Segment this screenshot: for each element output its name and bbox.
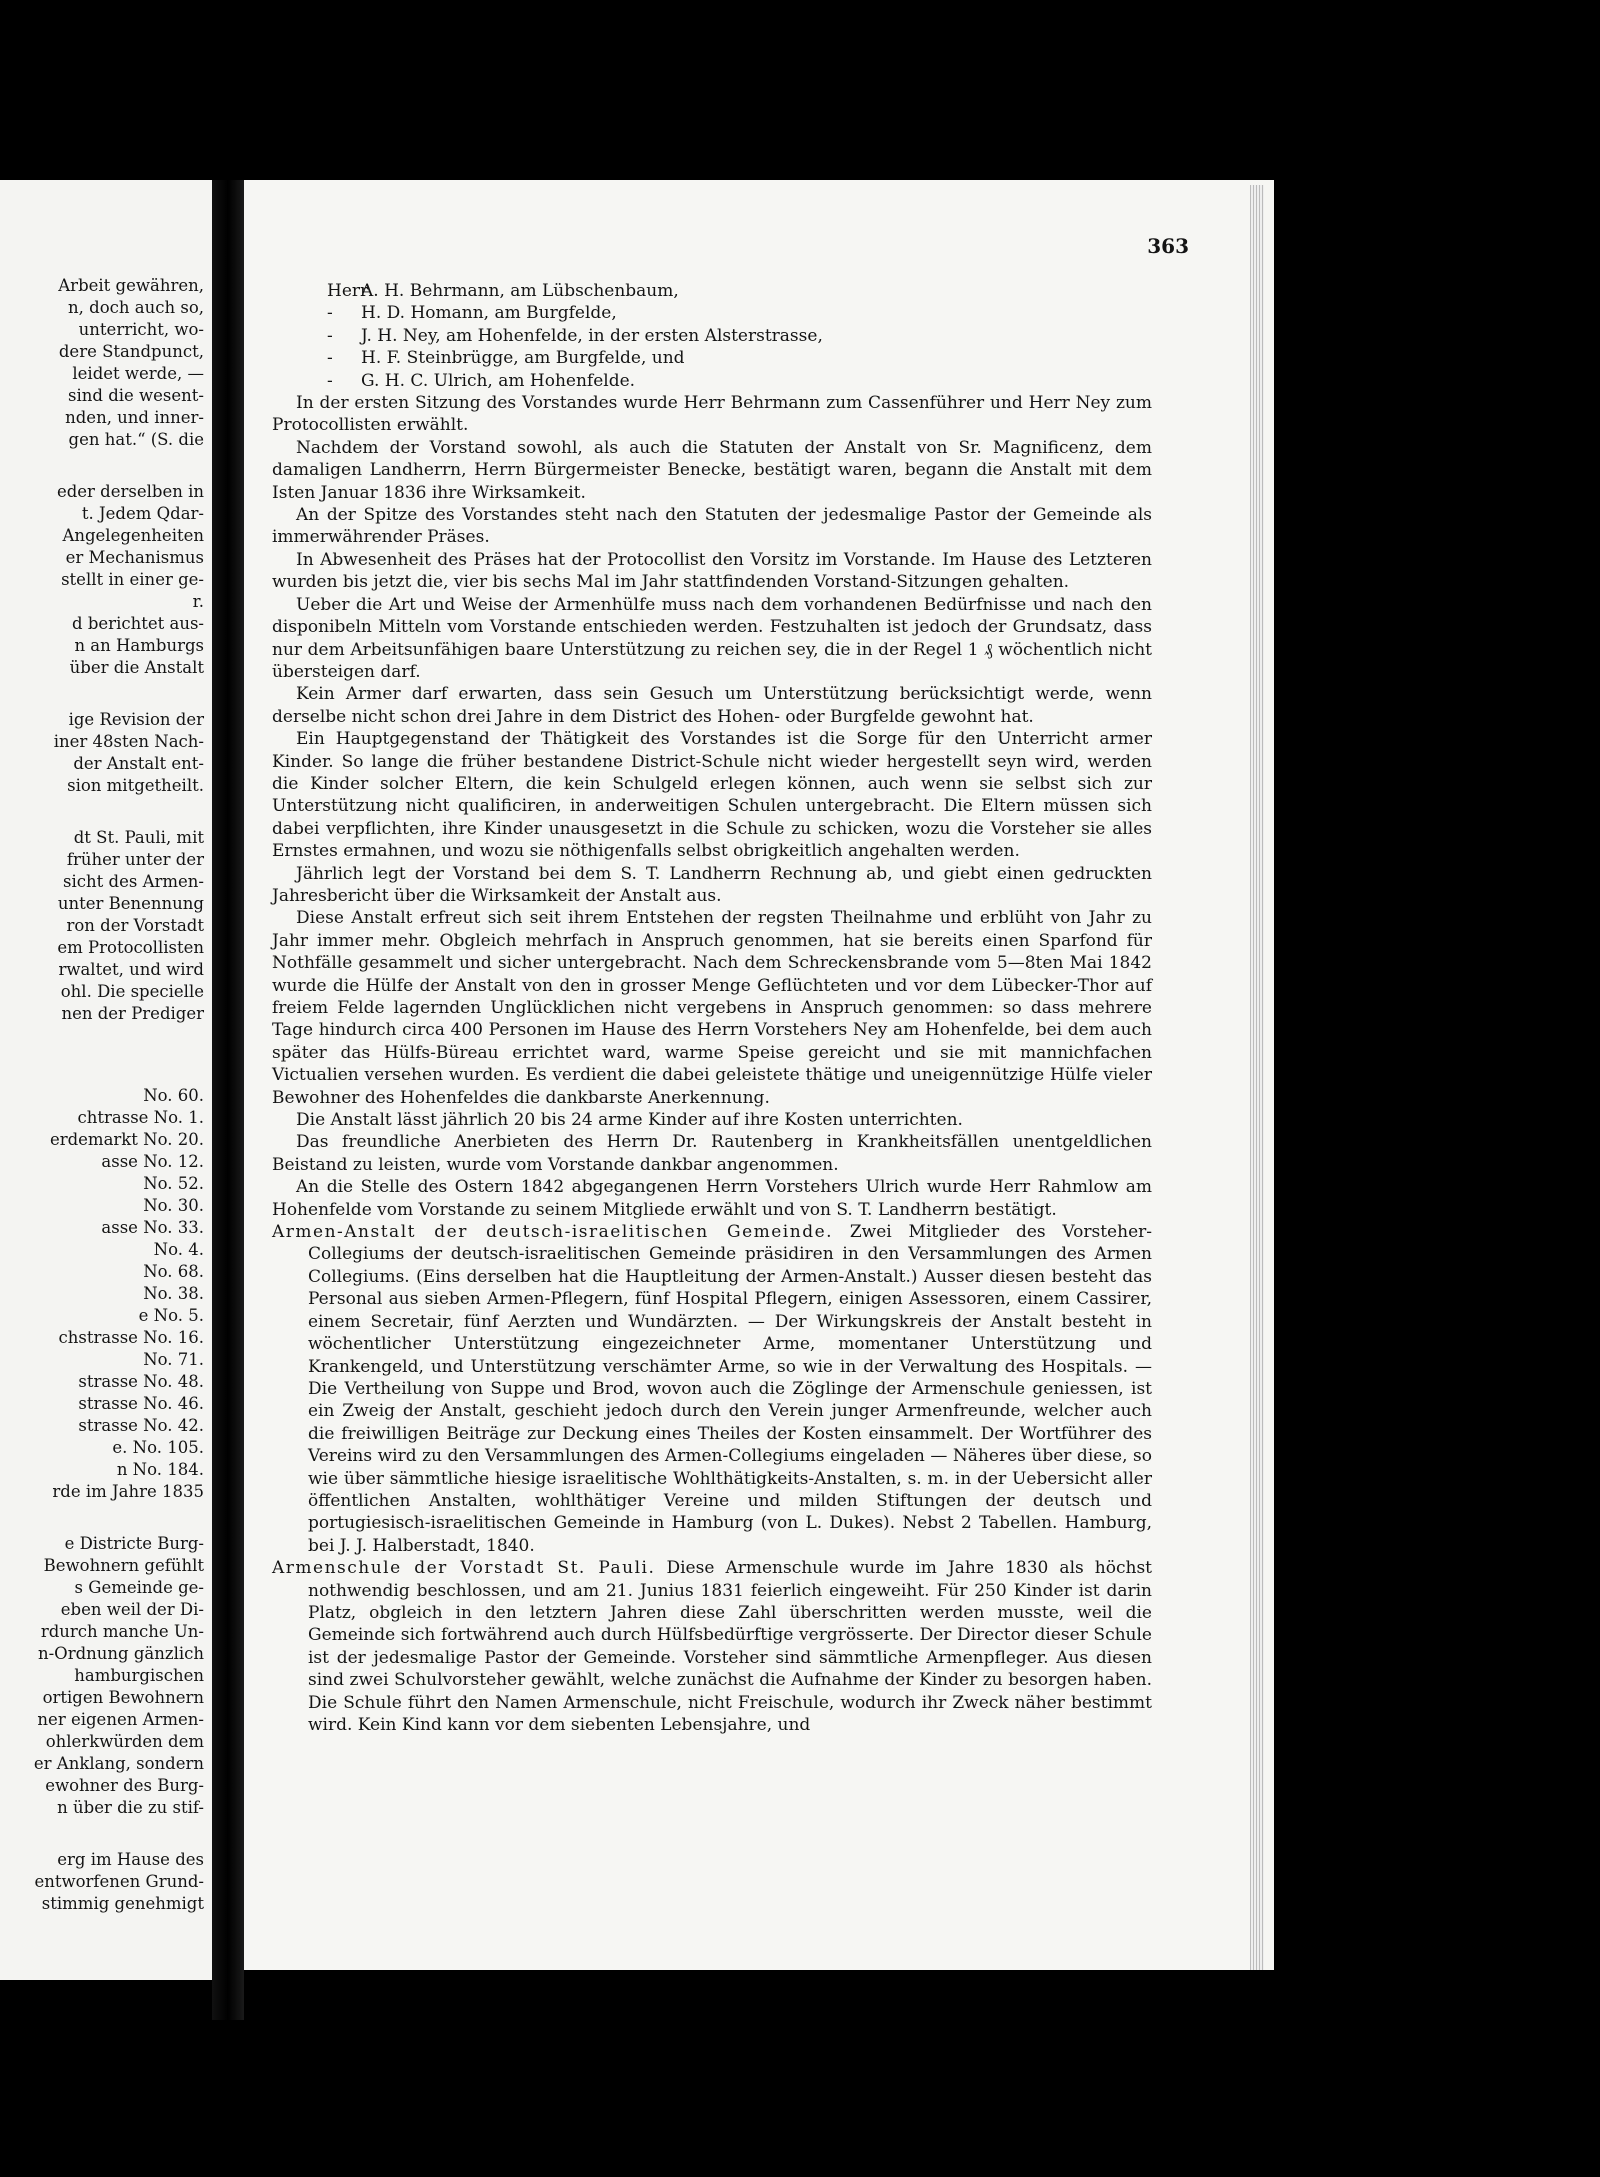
paragraph: Die Anstalt lässt jährlich 20 bis 24 arme Kinder auf ihre Kosten unterrichten. [296, 1110, 963, 1131]
left-fragment-line: rwaltet, und wird [58, 960, 204, 979]
left-fragment-line: über die Anstalt [69, 658, 204, 677]
page-body [272, 280, 1152, 1736]
left-fragment-line: asse No. 33. [101, 1218, 204, 1237]
left-fragment-line: strasse No. 48. [78, 1372, 204, 1391]
member-name: H. D. Homann, am Burgfelde, [361, 303, 617, 324]
member-list [272, 280, 1152, 392]
left-fragment-line: früher unter der [66, 850, 204, 869]
member-prefix: - [327, 303, 333, 324]
left-fragment-line [0, 1055, 212, 1085]
paragraph: Nachdem der Vorstand sowohl, als auch die Statuten der Anstalt von Sr. Magnificenz, dem damaligen Landherrn, Herrn Bürgermeister Benecke, bestätigt waren, begann die Anstalt mit dem Isten Januar 1836 ihre Wirksamkeit. [272, 437, 1152, 503]
left-fragment-line: Angelegenheiten [62, 526, 204, 545]
left-fragment-line: chtrasse No. 1. [77, 1108, 204, 1127]
left-fragment-line: r. [192, 592, 204, 611]
left-fragment-line [0, 1025, 212, 1055]
left-fragment-line: entworfenen Grund- [34, 1872, 204, 1891]
left-fragment-line [0, 679, 212, 709]
left-fragment-line: ortigen Bewohnern [42, 1688, 204, 1707]
member-name: H. F. Steinbrügge, am Burgfelde, und [361, 348, 685, 369]
left-fragment-line: n-Ordnung gänzlich [37, 1644, 204, 1663]
left-fragment-line: rde im Jahre 1835 [52, 1482, 204, 1501]
left-fragment-line: erg im Hause des [57, 1850, 204, 1869]
page-edge [1250, 185, 1264, 1970]
paragraph: In Abwesenheit des Präses hat der Protocollist den Vorsitz im Vorstande. Im Hause des Letzteren wurden bis jetzt die, vier bis sechs Mal im Jahr stattfindenden Vorstand-Sitzungen gehalten. [272, 549, 1152, 593]
left-fragment-line: dere Standpunct, [58, 342, 204, 361]
left-fragment-line: strasse No. 42. [78, 1416, 204, 1435]
page-number: 363 [1147, 234, 1189, 258]
member-prefix: Herr [327, 281, 369, 301]
section-heading: Armen-Anstalt der deutsch-israelitischen Gemeinde. [272, 1222, 834, 1243]
book-spine [212, 180, 244, 2020]
left-fragment-line: rdurch manche Un- [40, 1622, 204, 1641]
paragraph: An die Stelle des Ostern 1842 abgegangenen Herrn Vorstehers Ulrich wurde Herr Rahmlow am Hohenfelde vom Vorstande zu seinem Mitgliede erwählt und von S. T. Landherrn bestätigt. [272, 1177, 1152, 1220]
left-fragment-line: ohlerkwürden dem [45, 1732, 204, 1751]
member-name: A. H. Behrmann, am Lübschenbaum, [361, 281, 679, 301]
left-fragment-line: n an Hamburgs [74, 636, 204, 655]
left-fragment-line: iner 48sten Nach- [53, 732, 204, 751]
member-name: G. H. C. Ulrich, am Hohenfelde. [361, 370, 636, 391]
left-page-fragment [0, 180, 212, 1980]
left-fragment-line: stimmig genehmigt [41, 1894, 204, 1913]
left-fragment-line: chstrasse No. 16. [58, 1328, 204, 1347]
section-body: Zwei Mitglieder des Vorsteher-Collegiums der deutsch-israelitischen Gemeinde präsidiren in den Versammlungen des Armen Collegiums. (Eins derselben hat die Hauptleitung der Armen-Anstalt.) Ausser diesen besteht das Personal aus sieben Armen-Pflegern, fünf Hospital Pflegern, einigen Assessoren, einem Cassirer, einem Secretair, fünf Aerzten und Wundärzten. — Der Wirkungskreis der Anstalt besteht in wöchentlicher Unterstützung eingezeichneter Arme, momentaner Unterstützung und Krankengeld, und Unterstützung verschämter Arme, so wie in der Verwaltung des Hospitals. — Die Vertheilung von Suppe und Brod, wovon auch die Zöglinge der Armenschule geniessen, ist ein Zweig der Anstalt, geschieht jedoch durch den Verein junger Armenfreunde, welcher auch die freiwilligen Beiträge zur Deckung eines Theiles der Kosten einsammelt. Der Wortführer des Vereins wird zu den Versammlungen des Armen-Collegiums eingeladen — Näheres über diese, so wie über sämmtliche hiesige israelitische Wohlthätigkeits-Anstalten, s. m. in der Uebersicht aller öffentlichen Anstalten, wohlthätiger Vereine und milden Stiftungen der deutsch und portugiesisch-israelitischen Gemeinde in Hamburg (von L. Dukes). Nebst 2 Tabellen. Hamburg, bei J. J. Halberstadt, 1840. [308, 1222, 1153, 1556]
left-fragment-line: e. No. 105. [112, 1438, 204, 1457]
member-prefix: - [327, 348, 333, 369]
section-heading: Armenschule der Vorstadt St. Pauli. [272, 1558, 656, 1579]
right-page [244, 180, 1274, 1970]
left-fragment-line: n, doch auch so, [68, 298, 204, 317]
left-fragment-line: No. 52. [143, 1174, 204, 1193]
left-fragment-line: sicht des Armen- [63, 872, 204, 891]
left-fragment-line: em Protocollisten [57, 938, 204, 957]
left-fragment-line: No. 4. [153, 1240, 204, 1259]
member-line [327, 280, 1152, 302]
left-fragment-line: leidet werde, — [72, 364, 204, 383]
left-fragment-line: ewohner des Burg- [45, 1776, 204, 1795]
left-fragment-line: dt St. Pauli, mit [73, 828, 204, 847]
left-fragment-line: nen der Prediger [61, 1004, 204, 1023]
left-fragment-line: Bewohnern gefühlt [43, 1556, 204, 1575]
left-fragment-line: ner eigenen Armen- [37, 1710, 204, 1729]
paragraph: Kein Armer darf erwarten, dass sein Gesuch um Unterstützung berücksichtigt werde, wenn derselbe nicht schon drei Jahre in dem District des Hohen- oder Burgfelde gewohnt hat. [272, 684, 1152, 727]
left-fragment-line [0, 1819, 212, 1849]
left-fragment-line: asse No. 12. [101, 1152, 204, 1171]
left-fragment-line: stellt in einer ge- [61, 570, 204, 589]
left-fragment-line: strasse No. 46. [78, 1394, 204, 1413]
left-fragment-line: nden, und inner- [65, 408, 204, 427]
left-fragment-line: eben weil der Di- [60, 1600, 204, 1619]
paragraph: Ueber die Art und Weise der Armenhülfe muss nach dem vorhandenen Bedürfnisse und nach den disponibeln Mitteln vom Vorstande entschieden werden. Festzuhalten ist jedoch der Grundsatz, dass nur dem Arbeitsunfähigen baare Unterstützung zu reichen sey, die in der Regel 1 ₰ wöchentlich nicht übersteigen darf. [272, 594, 1152, 682]
paragraph-list [272, 392, 1152, 1221]
left-fragment-line: n No. 184. [116, 1460, 204, 1479]
member-name: J. H. Ney, am Hohenfelde, in der ersten Alsterstrasse, [361, 325, 823, 346]
left-fragment-line: n über die zu stif- [57, 1798, 204, 1817]
member-prefix: - [327, 325, 333, 346]
left-fragment-line: No. 60. [143, 1086, 204, 1105]
paragraph: An der Spitze des Vorstandes steht nach den Statuten der jedesmalige Pastor der Gemeinde als immerwährender Präses. [272, 505, 1152, 548]
left-fragment-line [0, 1503, 212, 1533]
left-fragment-line: unterricht, wo- [78, 320, 204, 339]
section-entry [272, 1557, 1152, 1736]
left-fragment-line: er Anklang, sondern [33, 1754, 204, 1773]
member-line [327, 325, 1152, 347]
left-fragment-line: e Districte Burg- [64, 1534, 204, 1553]
left-fragment-line: ron der Vorstadt [66, 916, 204, 935]
left-fragment-line: eder derselben in [56, 482, 204, 501]
left-fragment-line: No. 71. [143, 1350, 204, 1369]
section-entry [272, 1221, 1152, 1557]
member-line [327, 302, 1152, 324]
paragraph: In der ersten Sitzung des Vorstandes wurde Herr Behrmann zum Cassenführer und Herr Ney zum Protocollisten erwählt. [272, 393, 1152, 436]
member-prefix: - [327, 370, 333, 391]
member-line [327, 370, 1152, 392]
left-fragment-line: ohl. Die specielle [60, 982, 204, 1001]
paragraph: Diese Anstalt erfreut sich seit ihrem Entstehen der regsten Theilnahme und erblüht von Jahr zu Jahr immer mehr. Obgleich mehrfach in Anspruch genommen, hat sie bereits einen Sparfond für Nothfälle gesammelt und sicher untergebracht. Nach dem Schreckensbrande vom 5—8ten Mai 1842 wurde die Hülfe der Anstalt von den in grosser Menge Geflüchteten und vor dem Lübecker-Thor auf freiem Felde lagernden Unglücklichen nicht vergebens in Anspruch genommen: so dass mehrere Tage hindurch circa 400 Personen im Hause des Herrn Vorstehers Ney am Hohenfelde, bei dem auch später das Hülfs-Büreau errichtet ward, warme Speise gereicht und sie mit mannichfachen Victualien versehen wurden. Es verdient die dabei geleistete thätige und uneigennützige Hülfe vieler Bewohner des Hohenfeldes die dankbarste Anerkennung. [272, 908, 1152, 1108]
left-fragment-line: er Mechanismus [65, 548, 204, 567]
left-fragment-line: Arbeit gewähren, [58, 276, 204, 295]
paragraph: Das freundliche Anerbieten des Herrn Dr. Rautenberg in Krankheitsfällen unentgeldlichen Beistand zu leisten, wurde vom Vorstande dankbar angenommen. [272, 1132, 1152, 1175]
section-list [272, 1221, 1152, 1736]
paragraph: Ein Hauptgegenstand der Thätigkeit des Vorstandes ist die Sorge für den Unterricht armer Kinder. So lange die früher bestandene District-Schule nicht wieder hergestellt seyn wird, werden die Kinder solcher Eltern, die kein Schulgeld erlegen können, auch wenn sie selbst sich zur Unterstützung nicht qualificiren, in anderweitigen Schulen untergebracht. Die Eltern müssen sich dabei verpflichten, ihre Kinder unausgesetzt in die Schule zu schicken, wozu die Vorsteher sie alles Ernstes ermahnen, und wozu sie nöthigenfalls selbst obrigkeitlich angehalten werden. [272, 729, 1152, 862]
left-fragment-line: der Anstalt ent- [73, 754, 204, 773]
left-fragment-line: ige Revision der [68, 710, 204, 729]
left-fragment-line: s Gemeinde ge- [74, 1578, 204, 1597]
left-fragment-line: erdemarkt No. 20. [49, 1130, 204, 1149]
left-fragment-line [0, 451, 212, 481]
left-fragment-line: hamburgischen [74, 1666, 204, 1685]
left-fragment-line: No. 68. [143, 1262, 204, 1281]
section-body: Diese Armenschule wurde im Jahre 1830 als höchst nothwendig beschlossen, und am 21. Junius 1831 feierlich eingeweiht. Für 250 Kinder ist darin Platz, obgleich in den letztern Jahren diese Zahl überschritten werden musste, weil die Gemeinde sich fortwährend auch durch Hülfsbedürftige vergrösserte. Der Director dieser Schule ist der jedesmalige Pastor der Gemeinde. Vorsteher sind sämmtliche Armenpfleger. Aus diesen sind zwei Schulvorsteher gewählt, welche zunächst die Aufnahme der Kinder zu besorgen haben. Die Schule führt den Namen Armenschule, nicht Freischule, wodurch ihr Zweck näher bestimmt wird. Kein Kind kann vor dem siebenten Lebensjahre, und [308, 1558, 1152, 1735]
left-fragment-line: No. 38. [143, 1284, 204, 1303]
paragraph: Jährlich legt der Vorstand bei dem S. T. Landherrn Rechnung ab, und giebt einen gedruckten Jahresbericht über die Wirksamkeit der Anstalt aus. [272, 863, 1152, 906]
left-fragment-line: unter Benennung [57, 894, 204, 913]
left-fragment-line: d berichtet aus- [72, 614, 204, 633]
left-fragment-line: e No. 5. [138, 1306, 204, 1325]
left-fragment-line: sion mitgetheilt. [67, 776, 204, 795]
left-fragment-line: No. 30. [143, 1196, 204, 1215]
left-fragment-line [0, 797, 212, 827]
left-page-text [0, 275, 212, 1915]
left-fragment-line: gen hat.“ (S. die [68, 430, 204, 449]
left-fragment-line: t. Jedem Qdar- [81, 504, 204, 523]
left-fragment-line: sind die wesent- [68, 386, 204, 405]
member-line [327, 347, 1152, 369]
